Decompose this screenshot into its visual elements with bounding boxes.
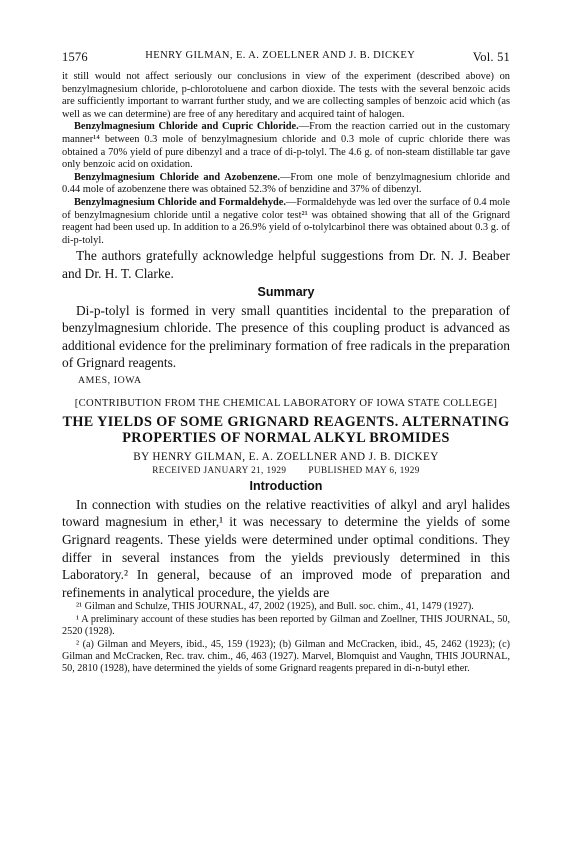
running-header [62,50,510,65]
paragraph-text: —From one mole of benzylmagnesium chloride and 0.44 mole of azobenzene there was obtained 52.3% of benzidine and 37% of dibenzyl. [62,171,510,196]
received-date: RECEIVED JANUARY 21, 1929 [152,464,287,475]
paragraph-heading: Benzylmagnesium Chloride and Cupric Chloride. [74,121,299,133]
footnote-2: ² (a) Gilman and Meyers, ibid., 45, 159 (1923); (b) Gilman and McCracken, ibid., 45, 2462 (1923); (c) Gilman and McCracken, Rec. trav. chim., 46, 463 (1927). Marvel, Blomquist and Vaughn, THIS JOURNAL, 50, 2810 (1928), have determined the yields of some Grignard reagents prepared in di-n-butyl ether. [62,638,510,675]
footnote-1: ¹ A preliminary account of these studies has been reported by Gilman and Zoellner, THIS JOURNAL, 50, 2520 (1928). [62,613,510,638]
paragraph-cupric-chloride [62,121,510,171]
paragraph-formaldehyde [62,197,510,247]
paragraph-heading: Benzylmagnesium Chloride and Formaldehyde. [74,196,286,208]
volume-label: Vol. 51 [472,50,510,64]
article-byline: BY HENRY GILMAN, E. A. ZOELLNER AND J. B. DICKEY [133,450,439,463]
summary-heading: Summary [257,284,315,299]
paragraph-text: —From the reaction carried out in the customary manner¹⁴ between 0.3 mole of benzylmagnesium chloride and 0.3 mole of cupric chloride there was obtained a 70% yield of pure dibenzyl and a trace of di-p-tolyl. The 4.6 g. of non-steam distillable tar gave only benzoic acid on oxidation. [62,121,510,171]
article-title-line-2: PROPERTIES OF NORMAL ALKYL BROMIDES [122,429,450,446]
acknowledgment-paragraph: The authors gratefully acknowledge helpful suggestions from Dr. N. J. Beaber and Dr. H. T. Clarke. [62,248,510,281]
running-authors: HENRY GILMAN, E. A. ZOELLNER AND J. B. DICKEY [145,50,416,61]
footnote-21: ²¹ Gilman and Schulze, THIS JOURNAL, 47, 2002 (1925), and Bull. soc. chim., 41, 1479 (1927). [76,601,474,613]
article-dates [62,465,510,475]
contribution-line: [CONTRIBUTION FROM THE CHEMICAL LABORATORY OF IOWA STATE COLLEGE] [74,397,498,409]
summary-paragraph: Di-p-tolyl is formed in very small quantities incidental to the preparation of benzylmagnesium chloride. The presence of this coupling product is advanced as additional evidence for the preliminary formation of free radicals in the preparation of Grignard reagents. [62,302,510,371]
article-title-line-1: THE YIELDS OF SOME GRIGNARD REAGENTS. ALTERNATING [62,413,510,430]
published-date: PUBLISHED MAY 6, 1929 [308,464,420,475]
paragraph-azobenzene [62,172,510,197]
introduction-heading: Introduction [249,478,323,493]
paragraph-heading: Benzylmagnesium Chloride and Azobenzene. [74,171,280,183]
author-location: AMES, IOWA [78,374,142,386]
paragraph-benzoic-acid: it still would not affect seriously our conclusions in view of the experiment (described above) on benzylmagnesium chloride, p-chlorotoluene and carbon dioxide. The tests with the several benzoic acids are sufficiently important to warrant further study, and we are collecting samples of benzoic acid which (as well as we can determine) are free of any hereditary and acquired taint of halogen. [62,71,510,120]
paragraph-text: —Formaldehyde was led over the surface of 0.4 mole of benzylmagnesium chloride until a negative color test²¹ was obtained showing that all of the Grignard reagent had been used up. In addition to a 26.9% yield of o-tolylcarbinol there was obtained about 0.3 g. of di-p-tolyl. [62,196,510,246]
page-number: 1576 [62,50,88,64]
introduction-paragraph: In connection with studies on the relative reactivities of alkyl and aryl halides toward magnesium in ether,¹ it was necessary to determine the yields of some Grignard reagents. These yields were determined under optimal conditions. They differ in several instances from the yields previously determined in this Laboratory.² In general, because of an improved mode of preparation and refinements in analytical procedure, the yields are [62,496,510,600]
